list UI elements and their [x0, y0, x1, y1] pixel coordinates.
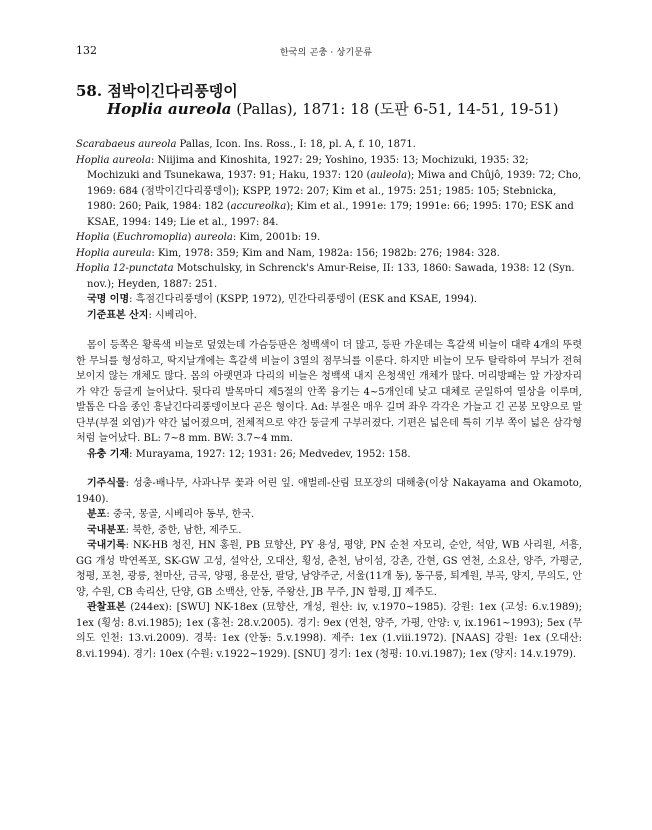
larva-value: : Murayama, 1927: 12; 1931: 26; Medvedev, 1952: 158.	[129, 448, 411, 460]
domestic-records-value: : NK-HB 청진, HN 홍원, PB 묘향산, PY 용성, 평양, PN 순천 자모리, 순안, 석암, WB 사리원, 서흥, GG 개성 박연폭포, SK-GW 고성, 설악산, 오대산, 횡성, 춘천, 남이섬, 강촌, 간현, GS 연천, 소요산, 양주, 가평군, 청평, 포천, 광릉, 천마산, 금곡, 양평, 용문산, 팔당, 남양주군, 서울(11개 동), 동구릉, 퇴계원, 부곡, 양지, 무의도, 안양, 수원, CB 속리산, 단양, GB 소백산, 안동, 주왕산, JB 무주, JN 함평, JJ 제주도.	[76, 540, 582, 598]
description-paragraph: 몸이 등쪽은 황록색 비늘로 덮였는데 가슴등판은 청백색이 더 많고, 등판 가운데는 흑갈색 비늘이 대략 4개의 뚜렷한 무늬를 형성하고, 딱지날개에는 흑갈색 비늘이 3열의 점무늬를 이룬다. 하지만 비늘이 모두 탈락하여 무늬가 전혀 보이지 않는 개체도 많다. 몸의 아랫면과 다리의 비늘은 청백색 내지 은청색인 개체가 많다. 머리방패는 앞 가장자리가 약간 둥글게 늘어났다. 뒷다리 발목마디 제5절의 안쪽 융기는 4~5개인데 낮고 대체로 굳일하여 열상을 이루며, 발톱은 다음 종인 흥날긴다리풍뎅이보다 곧은 형이다. Ad: 부절은 매우 길며 좌우 각각은 가늘고 긴 곤봉 모양으로 말단부(부절 외엽)가 약간 넓어졌으며, 전체적으로 약간 둥글게 구부러졌다. 기편은 넓은데 특히 기부 쪽이 넓은 삼각형처럼 늘어났다. BL: 7~8 mm. BW: 3.7~4 mm.	[76, 340, 582, 444]
domestic-records-paragraph	[76, 538, 582, 600]
author-year: (Pallas), 1871: 18 (도판 6-51, 14-51, 19-51)	[231, 100, 559, 118]
running-head: 한국의 곤충 · 상기문류	[279, 48, 373, 58]
synonym-citation: ); Miwa and Chûjô, 1939: 72; Cho, 1969: 684 (점박이긴다리풍뎅이); KSPP, 1972: 207; Kim et al., 1975: 251; 1985: 105; Stebnicka, 1980: 260; Paik, 1984: 182 (	[87, 170, 582, 212]
specimens-value: (244ex): [SWU] NK-18ex (묘향산, 개성, 원산: iv, v.1970~1985). 강원: 1ex (고성: 6.v.1989); 1ex (횡성: 8.vi.1985); 1ex (홍천: 28.v.2005). 경기: 9ex (연천, 양주, 가평, 안양: v, ix.1961~1993); 5ex (무의도 인천: 13.vi.2009). 경북: 1ex (안동: 5.v.1998). 제주: 1ex (1.viii.1972). [NAAS] 강원: 1ex (오대산: 8.vi.1994). 경기: 10ex (수원: v.1922~1929). [SNU] 경기: 1ex (청평: 10.vi.1987); 1ex (양지: 14.v.1979).	[76, 602, 582, 660]
species-title-scientific	[107, 98, 559, 119]
distribution-label: 분포	[87, 509, 107, 520]
type-locality-label: 기준표본 산지	[87, 309, 149, 321]
synonym-name: Hoplia aureola	[76, 154, 151, 166]
synonym-name: Hoplia	[76, 232, 110, 243]
specimens-paragraph	[76, 600, 582, 662]
domestic-distribution-value: : 북한, 중한, 남한, 제주도.	[125, 524, 242, 536]
korean-name-value: : 흑점긴다리풍뎅이 (KSPP, 1972), 민간다리풍뎅이 (ESK and KSAE, 1994).	[129, 294, 478, 305]
host-plants-value: : 성충-배나무, 사과나무 꽃과 어린 잎. 애벌레-산림 묘포장의 대해충(이상 Nakayama and Okamoto, 1940).	[76, 478, 582, 505]
distribution-value: : 중국, 몽골, 시베리아 동부, 한국.	[106, 509, 255, 520]
species-title-korean: 58. 점박이긴다리풍뎅이	[76, 82, 238, 100]
larva-label: 유충 기재	[87, 448, 130, 460]
domestic-distribution-line	[76, 523, 582, 539]
type-locality-line	[76, 308, 582, 324]
synonym-citation: (	[109, 232, 117, 243]
synonym-entry	[76, 246, 582, 262]
synonym-citation: )	[187, 232, 195, 243]
host-plants-line	[76, 476, 582, 507]
synonym-name: aureola	[194, 232, 233, 243]
domestic-distribution-label: 국내분포	[87, 524, 126, 536]
larva-line	[76, 447, 582, 463]
host-plants-label: 기주식물	[87, 478, 126, 489]
synonym-citation: ); Kim et al., 1991e: 179; 1991e: 66; 1995: 170; ESK and KSAE, 1994: 149; Lie et al., 1997: 84.	[87, 201, 574, 228]
specimens-label: 관찰표본	[87, 602, 126, 613]
korean-name-label: 국명 이명	[87, 294, 130, 305]
synonym-name: Hoplia 12-punctata	[76, 263, 174, 274]
synonym-entry	[76, 137, 582, 153]
domestic-records-label: 국내기록	[87, 540, 126, 551]
synonym-name: Scarabaeus aureola	[76, 139, 177, 150]
korean-name-line	[76, 292, 582, 308]
synonym-entry	[76, 230, 582, 246]
synonym-citation: Pallas, Icon. Ins. Ross., I: 18, pl. A, f. 10, 1871.	[176, 139, 416, 150]
synonym-citation: : Kim, 2001b: 19.	[232, 232, 321, 243]
synonym-citation: Motschulsky, in Schrenck's Amur-Reise, II: 133, 1860: Sawada, 1938: 12 (Syn. nov.); Heyden, 1887: 251.	[87, 263, 575, 290]
synonym-name: accureolka	[230, 201, 287, 212]
distribution-line	[76, 507, 582, 523]
synonym-name: Hoplia aureula	[76, 247, 152, 259]
synonym-name: auleola	[370, 170, 408, 181]
scientific-name: Hoplia aureola	[107, 100, 232, 118]
main-text	[76, 137, 582, 662]
type-locality-value: : 시베리아.	[148, 309, 197, 321]
synonym-entry	[76, 261, 582, 292]
synonym-citation: : Kim, 1978: 359; Kim and Nam, 1982a: 156; 1982b: 276; 1984: 328.	[151, 247, 500, 259]
synonym-name: Euchromoplia	[116, 232, 188, 243]
synonym-entry	[76, 153, 582, 231]
synonym-citation: : Niijima and Kinoshita, 1927: 29; Yoshino, 1935: 13; Mochizuki, 1935: 32; Mochizuki and Tsunekawa, 1937: 91; Haku, 1937: 120 (	[87, 154, 529, 181]
page-number: 132	[76, 44, 97, 57]
